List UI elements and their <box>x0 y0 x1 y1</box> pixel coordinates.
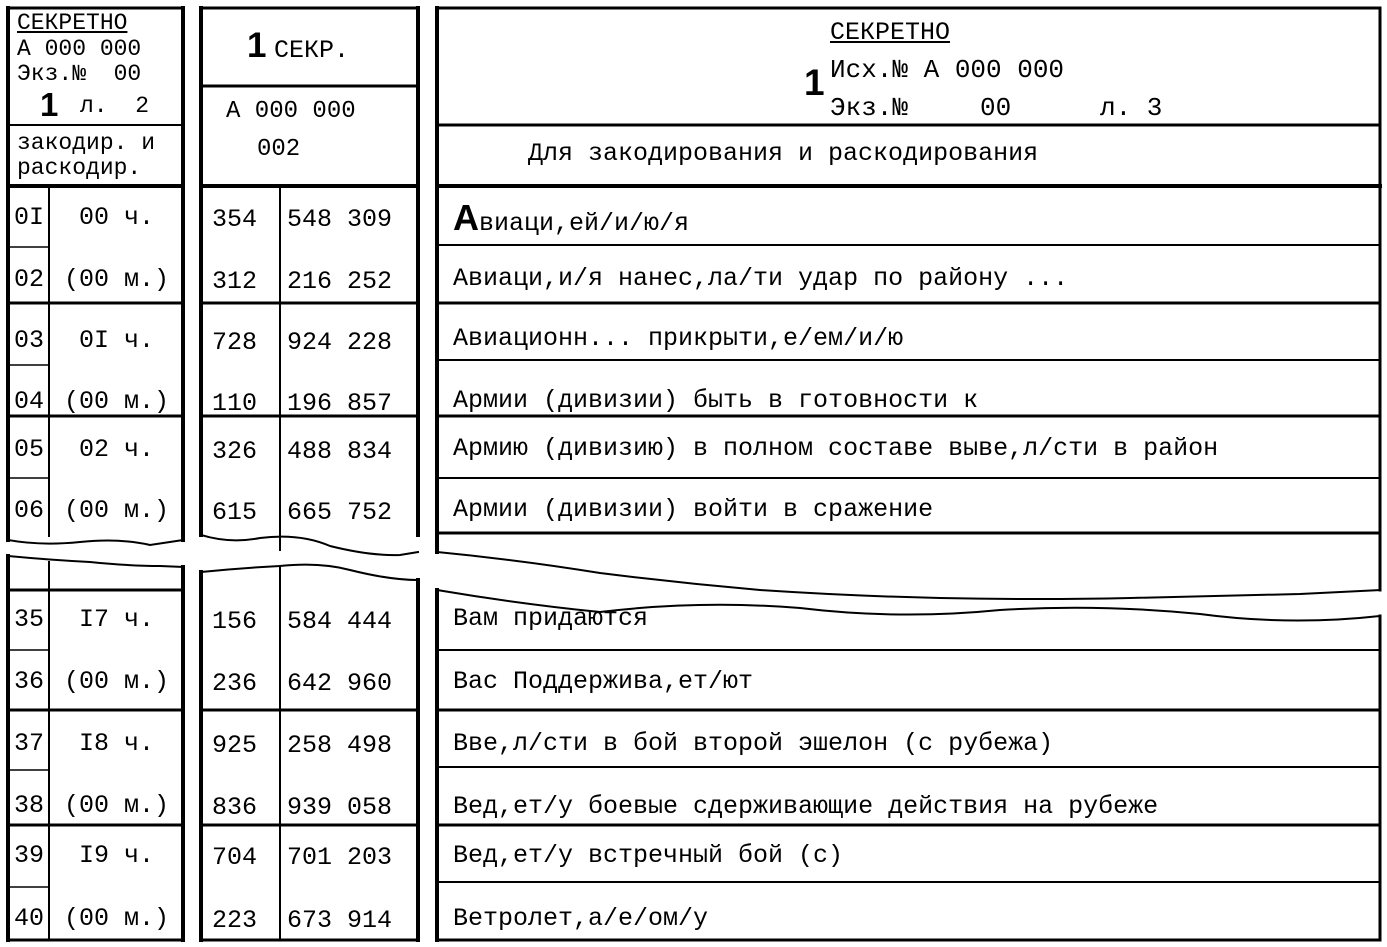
code-group-a: 312 <box>212 267 258 296</box>
row-number: 06 <box>13 496 44 525</box>
row-number: 04 <box>13 387 44 416</box>
row-time: 02 ч. <box>78 435 154 464</box>
code-group-a: 326 <box>212 437 258 466</box>
entry-first-initial: А <box>453 197 479 238</box>
code-group-a: 836 <box>212 793 258 822</box>
entry-phrase: Армии (дивизии) войти в сражение <box>453 495 934 524</box>
row-number: 36 <box>13 667 44 696</box>
code-group-a: 615 <box>212 498 258 527</box>
row-time: I8 ч. <box>78 729 154 758</box>
middle-document-number: А 000 000 <box>226 98 356 125</box>
left-secrecy-mark: СЕКРЕТНО <box>17 10 128 36</box>
right-secrecy-mark: СЕКРЕТНО <box>830 18 951 47</box>
code-group-b: 642 960 <box>287 669 393 698</box>
row-number: 0I <box>13 203 44 232</box>
left-copy-number: Экз.№ 00 <box>17 61 142 87</box>
code-group-b: 673 914 <box>287 906 393 935</box>
entry-phrase: Авиаци,и/я нанес,ла/ти удар по району ... <box>453 264 1069 293</box>
code-group-a: 223 <box>212 906 258 935</box>
entry-first <box>453 197 690 238</box>
row-time: I7 ч. <box>78 605 154 634</box>
right-outgoing-number: Исх.№ А 000 000 <box>830 55 1065 85</box>
entry-phrase: Авиационн... прикрыти,е/ем/и/ю <box>453 324 904 353</box>
row-time: (00 м.) <box>63 496 170 525</box>
row-time: (00 м.) <box>63 265 170 294</box>
entry-phrase: Вве,л/сти в бой второй эшелон (с рубежа) <box>453 729 1054 758</box>
code-group-b: 196 857 <box>287 389 393 418</box>
entry-phrase: Вед,ет/у боевые сдерживающие действия на рубеже <box>453 792 1159 821</box>
code-group-b: 924 228 <box>287 328 393 357</box>
row-number: 38 <box>13 791 44 820</box>
row-number: 03 <box>13 326 44 355</box>
middle-sub-number: 002 <box>257 136 301 163</box>
row-number: 40 <box>13 904 44 933</box>
entry-phrase: Армии (дивизии) быть в готовности к <box>453 386 979 415</box>
right-purpose-label: Для закодирования и раскодирования <box>528 139 1039 168</box>
right-copy-number: 00 <box>980 93 1012 123</box>
entry-phrase: Ветролет,а/е/ом/у <box>453 904 709 933</box>
entry-first-rest: виаци,ей/и/ю/я <box>479 209 690 238</box>
code-group-a: 354 <box>212 205 258 234</box>
left-sheet-number: л. 2 <box>80 93 150 119</box>
code-group-a: 236 <box>212 669 258 698</box>
row-number: 39 <box>13 841 44 870</box>
row-number: 37 <box>13 729 44 758</box>
row-time: 0I ч. <box>78 326 154 355</box>
code-group-a: 925 <box>212 731 258 760</box>
row-time: (00 м.) <box>63 667 170 696</box>
entry-phrase: Армию (дивизию) в полном составе выве,л/сти в район <box>453 434 1219 463</box>
right-sheet-number: л. 3 <box>1100 93 1163 123</box>
code-group-b: 665 752 <box>287 498 393 527</box>
code-group-b: 216 252 <box>287 267 393 296</box>
code-group-b: 548 309 <box>287 205 393 234</box>
code-group-a: 110 <box>212 389 258 418</box>
code-group-b: 584 444 <box>287 607 393 636</box>
middle-part-number: 1 <box>247 26 267 65</box>
code-group-a: 704 <box>212 843 258 872</box>
row-time: 00 ч. <box>78 203 154 232</box>
code-group-a: 728 <box>212 328 258 357</box>
left-purpose-label: закодир. и раскодир. <box>17 130 156 181</box>
entry-phrase: Вас Поддержива,ет/ют <box>453 667 754 696</box>
left-document-number: А 000 000 <box>17 36 142 62</box>
row-time: I9 ч. <box>78 841 154 870</box>
code-group-b: 258 498 <box>287 731 393 760</box>
code-group-a: 156 <box>212 607 258 636</box>
right-copy-label: Экз.№ <box>830 93 909 123</box>
entry-phrase: Вам придаются <box>453 604 649 633</box>
row-number: 35 <box>13 605 44 634</box>
code-group-b: 701 203 <box>287 843 393 872</box>
row-time: (00 м.) <box>63 791 170 820</box>
code-group-b: 939 058 <box>287 793 393 822</box>
middle-secrecy-mark: СЕКР. <box>274 36 350 65</box>
right-part-number: 1 <box>804 62 825 103</box>
row-number: 05 <box>13 435 44 464</box>
left-part-number: 1 <box>40 86 59 123</box>
code-group-b: 488 834 <box>287 437 393 466</box>
row-number: 02 <box>13 265 44 294</box>
row-time: (00 м.) <box>63 387 170 416</box>
row-time: (00 м.) <box>63 904 170 933</box>
entry-phrase: Вед,ет/у встречный бой (с) <box>453 841 844 870</box>
